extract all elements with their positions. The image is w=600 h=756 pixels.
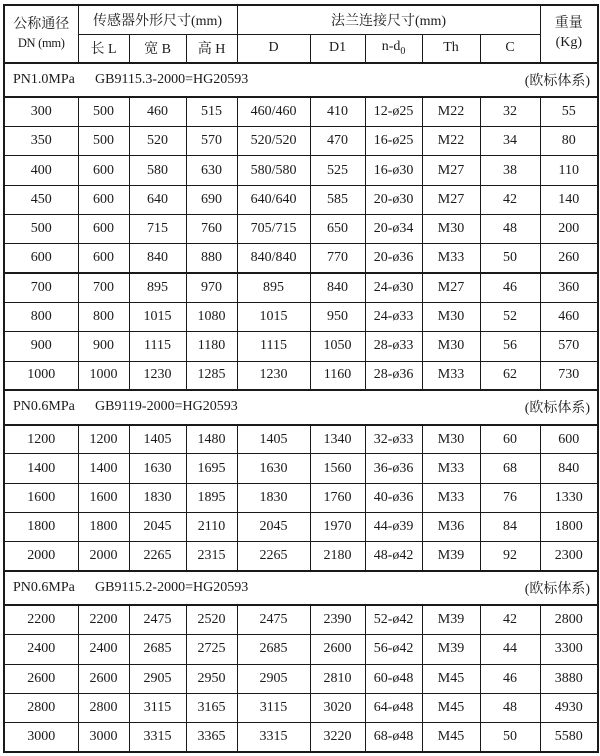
table-cell: 2000 [78,542,129,571]
table-row-dn-500 [4,215,598,244]
table-cell: 2685 [129,635,186,664]
table-cell: 840 [540,454,598,483]
weight-unit: (Kg) [555,35,583,50]
table-cell: M30 [422,425,480,454]
section-header-row [4,390,598,424]
table-row-dn-600 [4,244,598,273]
table-cell: M39 [422,542,480,571]
table-cell: 2685 [237,635,310,664]
table-row-dn-300 [4,97,598,126]
table-cell: M45 [422,664,480,693]
table-cell: 2200 [4,605,78,634]
table-cell: 600 [78,215,129,244]
table-cell: 28-ø36 [365,361,422,390]
table-cell: 32-ø33 [365,425,422,454]
table-row-dn-1800 [4,513,598,542]
table-cell: 585 [310,185,365,214]
table-cell: 2520 [186,605,237,634]
table-cell: 640 [129,185,186,214]
table-cell: 2400 [4,635,78,664]
table-cell: 56 [480,332,540,361]
table-cell: 16-ø25 [365,127,422,156]
table-cell: 1330 [540,483,598,512]
table-cell: 1405 [237,425,310,454]
table-cell: 2800 [4,693,78,722]
table-cell: 640/640 [237,185,310,214]
table-cell: 1015 [237,302,310,331]
table-cell: 950 [310,302,365,331]
table-cell: M30 [422,215,480,244]
section-pressure-rating: PN0.6MPa [13,399,75,415]
table-cell: 1600 [4,483,78,512]
table-cell: 34 [480,127,540,156]
table-cell: 20-ø34 [365,215,422,244]
table-cell: 400 [4,156,78,185]
table-cell: 20-ø36 [365,244,422,273]
table-cell: 800 [78,302,129,331]
table-cell: 48 [480,693,540,722]
table-cell: 44-ø39 [365,513,422,542]
table-cell: 2800 [78,693,129,722]
table-cell: 1340 [310,425,365,454]
flange-spec-table [3,4,599,753]
table-cell: 1480 [186,425,237,454]
table-cell: 1115 [237,332,310,361]
table-cell: 1200 [78,425,129,454]
table-cell: 580 [129,156,186,185]
table-cell: 2810 [310,664,365,693]
table-cell: 520 [129,127,186,156]
header-col-th: Th [422,34,480,63]
table-cell: 55 [540,97,598,126]
table-cell: 1230 [129,361,186,390]
table-cell: 1405 [129,425,186,454]
table-cell: 1400 [78,454,129,483]
table-cell: 840/840 [237,244,310,273]
table-cell: 80 [540,127,598,156]
table-cell: 900 [4,332,78,361]
table-cell: 62 [480,361,540,390]
table-cell: M45 [422,723,480,752]
table-row-dn-1600 [4,483,598,512]
table-cell: 2045 [237,513,310,542]
table-cell: 600 [540,425,598,454]
table-cell: 2200 [78,605,129,634]
table-cell: 2315 [186,542,237,571]
table-cell: 300 [4,97,78,126]
section-system-note: (欧标体系) [524,582,591,598]
table-cell: 1050 [310,332,365,361]
table-cell: 50 [480,244,540,273]
table-cell: 880 [186,244,237,273]
table-cell: 460 [129,97,186,126]
table-cell: 900 [78,332,129,361]
table-cell: 2000 [4,542,78,571]
table-cell: 1695 [186,454,237,483]
table-cell: 68-ø48 [365,723,422,752]
table-cell: 2265 [129,542,186,571]
table-cell: 2300 [540,542,598,571]
table-cell: 2905 [129,664,186,693]
table-cell: M36 [422,513,480,542]
table-cell: 2180 [310,542,365,571]
section-header-cell [4,63,598,97]
table-cell: 2475 [129,605,186,634]
table-cell: 3880 [540,664,598,693]
table-cell: 895 [129,273,186,302]
table-cell: 580/580 [237,156,310,185]
table-cell: 1285 [186,361,237,390]
table-cell: 730 [540,361,598,390]
table-cell: 410 [310,97,365,126]
table-cell: 3000 [4,723,78,752]
table-cell: 1200 [4,425,78,454]
table-cell: 2045 [129,513,186,542]
table-cell: 48-ø42 [365,542,422,571]
table-cell: 84 [480,513,540,542]
table-cell: 4930 [540,693,598,722]
table-row-dn-2800 [4,693,598,722]
table-cell: 200 [540,215,598,244]
table-cell: 1015 [129,302,186,331]
table-row-dn-450 [4,185,598,214]
table-cell: 1830 [237,483,310,512]
table-cell: 1080 [186,302,237,331]
table-row-dn-1200 [4,425,598,454]
table-cell: 2110 [186,513,237,542]
header-row-groups [4,5,598,34]
table-cell: M22 [422,127,480,156]
table-row-dn-3000 [4,723,598,752]
weight-title: 重量 [554,16,583,32]
table-row-dn-1000 [4,361,598,390]
table-cell: 1630 [129,454,186,483]
table-cell: 350 [4,127,78,156]
table-cell: 450 [4,185,78,214]
table-cell: 460/460 [237,97,310,126]
table-cell: 3115 [237,693,310,722]
table-cell: 260 [540,244,598,273]
nominal-diameter-unit: DN (mm) [17,36,65,50]
section-standard-code: GB9119-2000=HG20593 [95,399,238,415]
table-cell: 24-ø33 [365,302,422,331]
section-system-note: (欧标体系) [524,401,591,417]
table-cell: 42 [480,605,540,634]
table-cell: 3300 [540,635,598,664]
header-width-b: 宽 B [129,34,186,63]
table-cell: 52-ø42 [365,605,422,634]
table-row-dn-2000 [4,542,598,571]
section-pressure-rating: PN0.6MPa [13,580,75,596]
table-cell: 50 [480,723,540,752]
section-header-cell [4,390,598,424]
table-cell: 600 [78,244,129,273]
table-cell: 840 [310,273,365,302]
table-cell: 92 [480,542,540,571]
header-col-nd0: $n-d_0$ [365,34,422,63]
section-header-row [4,63,598,97]
table-cell: 48 [480,215,540,244]
table-row-dn-350 [4,127,598,156]
table-cell: M45 [422,693,480,722]
table-cell: 1230 [237,361,310,390]
table-cell: 2390 [310,605,365,634]
table-body [4,63,598,752]
section-header-row [4,571,598,605]
table-cell: 3000 [78,723,129,752]
table-cell: 1630 [237,454,310,483]
table-cell: 700 [4,273,78,302]
table-cell: 60-ø48 [365,664,422,693]
table-cell: M22 [422,97,480,126]
table-cell: 2800 [540,605,598,634]
table-cell: 42 [480,185,540,214]
table-cell: 630 [186,156,237,185]
table-cell: 2600 [78,664,129,693]
header-length-l: 长 L [78,34,129,63]
table-cell: 3315 [129,723,186,752]
table-cell: 570 [540,332,598,361]
table-cell: 3220 [310,723,365,752]
header-nominal-diameter [4,5,78,63]
table-cell: 1000 [78,361,129,390]
table-cell: 2475 [237,605,310,634]
table-cell: 60 [480,425,540,454]
header-col-c: C [480,34,540,63]
table-cell: 2950 [186,664,237,693]
table-cell: 32 [480,97,540,126]
header-flange-dimensions-group: 法兰连接尺寸(mm) [237,5,540,34]
table-cell: 800 [4,302,78,331]
table-cell: 760 [186,215,237,244]
header-height-h: 高 H [186,34,237,63]
table-cell: M33 [422,454,480,483]
table-cell: 715 [129,215,186,244]
table-row-dn-800 [4,302,598,331]
table-cell: 895 [237,273,310,302]
table-cell: 68 [480,454,540,483]
table-cell: 500 [4,215,78,244]
table-cell: 40-ø36 [365,483,422,512]
table-cell: 110 [540,156,598,185]
table-cell: 525 [310,156,365,185]
table-cell: 2600 [310,635,365,664]
table-cell: 52 [480,302,540,331]
table-cell: 1400 [4,454,78,483]
table-cell: 12-ø25 [365,97,422,126]
table-cell: 38 [480,156,540,185]
table-cell: 76 [480,483,540,512]
table-cell: M30 [422,302,480,331]
table-cell: 600 [78,156,129,185]
table-cell: 3020 [310,693,365,722]
nominal-diameter-title: 公称通径 [13,17,70,33]
table-row-dn-2400 [4,635,598,664]
table-cell: 24-ø30 [365,273,422,302]
table-cell: 46 [480,664,540,693]
table-cell: 1760 [310,483,365,512]
table-cell: 1800 [4,513,78,542]
table-cell: M33 [422,361,480,390]
header-col-d1: D1 [310,34,365,63]
table-cell: 705/715 [237,215,310,244]
table-cell: 1600 [78,483,129,512]
table-cell: M27 [422,185,480,214]
table-cell: 1180 [186,332,237,361]
table-cell: 515 [186,97,237,126]
table-row-dn-900 [4,332,598,361]
table-cell: 2725 [186,635,237,664]
header-weight [540,5,598,63]
table-cell: 28-ø33 [365,332,422,361]
table-cell: 2400 [78,635,129,664]
table-cell: 20-ø30 [365,185,422,214]
table-cell: M39 [422,605,480,634]
table-cell: M27 [422,273,480,302]
table-cell: 700 [78,273,129,302]
table-header [4,5,598,63]
table-cell: 2905 [237,664,310,693]
table-cell: 970 [186,273,237,302]
section-header-cell [4,571,598,605]
table-cell: 690 [186,185,237,214]
table-cell: 64-ø48 [365,693,422,722]
header-col-d: D [237,34,310,63]
header-sensor-dimensions-group: 传感器外形尺寸(mm) [78,5,237,34]
table-cell: M30 [422,332,480,361]
table-cell: 650 [310,215,365,244]
table-row-dn-700 [4,273,598,302]
table-cell: 16-ø30 [365,156,422,185]
table-cell: 1115 [129,332,186,361]
table-cell: 500 [78,97,129,126]
table-row-dn-1400 [4,454,598,483]
table-cell: 140 [540,185,598,214]
table-cell: 1970 [310,513,365,542]
table-cell: 3365 [186,723,237,752]
table-cell: 770 [310,244,365,273]
table-cell: 56-ø42 [365,635,422,664]
table-cell: 46 [480,273,540,302]
table-cell: 600 [4,244,78,273]
table-cell: 2600 [4,664,78,693]
table-cell: 1800 [540,513,598,542]
table-cell: M33 [422,244,480,273]
table-cell: 1800 [78,513,129,542]
header-row-columns [4,34,598,63]
table-row-dn-400 [4,156,598,185]
table-cell: 520/520 [237,127,310,156]
table-cell: 600 [78,185,129,214]
section-system-note: (欧标体系) [524,74,591,90]
table-cell: M39 [422,635,480,664]
table-cell: M33 [422,483,480,512]
table-row-dn-2600 [4,664,598,693]
table-cell: 460 [540,302,598,331]
table-cell: 44 [480,635,540,664]
table-cell: 1560 [310,454,365,483]
table-cell: 3315 [237,723,310,752]
table-cell: 3115 [129,693,186,722]
table-cell: 3165 [186,693,237,722]
table-cell: 360 [540,273,598,302]
table-cell: 840 [129,244,186,273]
table-cell: 1830 [129,483,186,512]
table-cell: M27 [422,156,480,185]
table-cell: 1160 [310,361,365,390]
table-cell: 5580 [540,723,598,752]
table-cell: 1000 [4,361,78,390]
table-cell: 500 [78,127,129,156]
table-cell: 470 [310,127,365,156]
table-cell: 1895 [186,483,237,512]
table-cell: 2265 [237,542,310,571]
section-standard-code: GB9115.3-2000=HG20593 [95,72,249,88]
table-cell: 36-ø36 [365,454,422,483]
table-row-dn-2200 [4,605,598,634]
section-standard-code: GB9115.2-2000=HG20593 [95,580,249,596]
section-pressure-rating: PN1.0MPa [13,72,75,88]
table-cell: 570 [186,127,237,156]
